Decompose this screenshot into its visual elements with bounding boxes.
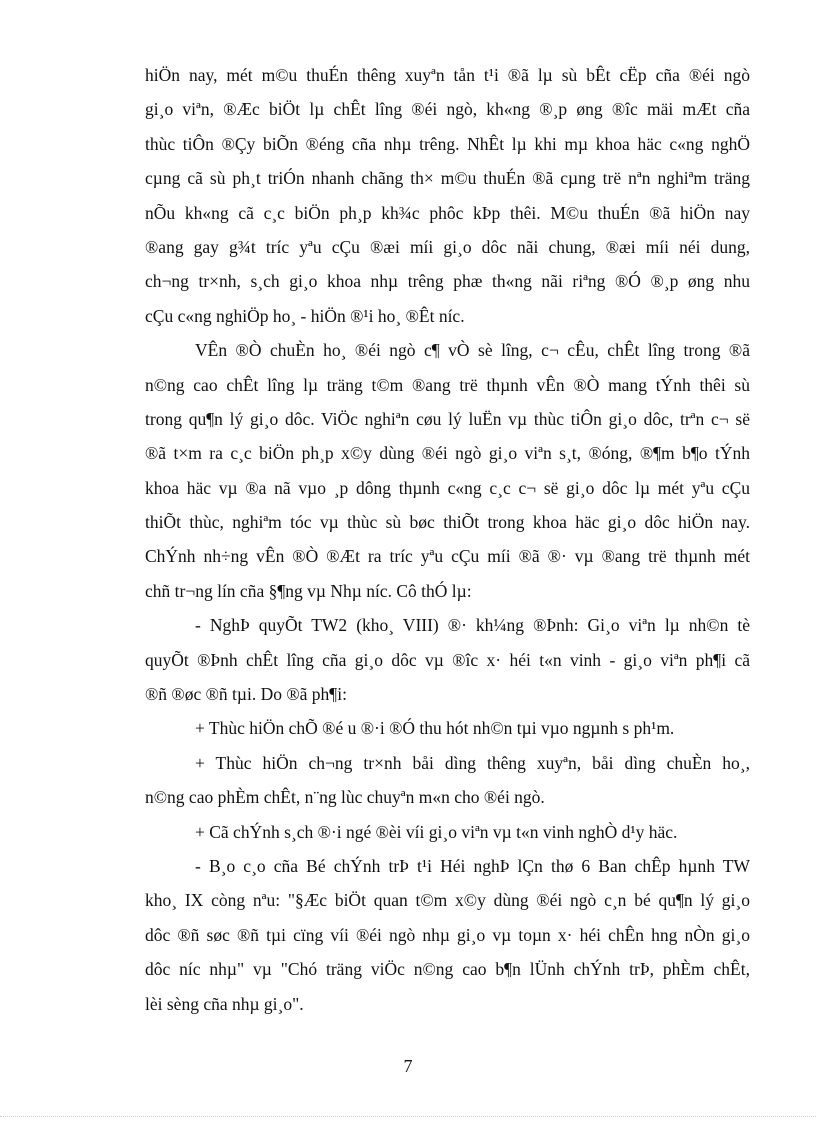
text-line: - B¸o c¸o cña Bé chÝnh trÞ t¹i Héi nghÞ lÇn thø 6 Ban chÊp hµnh TW: [195, 855, 750, 876]
text-line: nÕu kh«ng cã c¸c biÖn ph¸p kh¾c phôc kÞp thêi. M©u thuÉn ®ã hiÖn nay: [145, 202, 750, 223]
text-line: ChÝnh nh÷ng vÊn ®Ò ®Æt ra tríc yªu cÇu míi ®ã ®· vµ ®ang trë thµnh mét: [145, 546, 750, 567]
text-line: thùc tiÔn ®Çy biÕn ®éng cña nhµ trêng. NhÊt lµ khi mµ khoa häc c«ng nghÖ: [145, 133, 750, 154]
text-line: ch¬ng tr×nh, s¸ch gi¸o khoa nhµ trêng phæ th«ng nãi riªng ®Ó ®¸p øng nhu: [145, 271, 750, 292]
text-line: hiÖn nay, mét m©u thuÉn thêng xuyªn tån t¹i ®ã lµ sù bÊt cËp cña ®éi ngò: [145, 65, 750, 85]
text-line: quyÕt ®Þnh chÊt lîng cña gi¸o dôc vµ ®îc x· héi t«n vinh - gi¸o viªn ph¶i cã: [145, 649, 750, 670]
text-line: ®ã t×m ra c¸c biÖn ph¸p x©y dùng ®éi ngò gi¸o viªn s¸t, ®óng, ®¶m b¶o tÝnh: [145, 443, 750, 464]
text-line: cÇu c«ng nghiÖp ho¸ - hiÖn ®¹i ho¸ ®Êt níc.: [145, 305, 465, 326]
text-line: ®ang gay g¾t tríc yªu cÇu ®æi míi gi¸o dôc nãi chung, ®æi míi néi dung,: [145, 236, 750, 257]
text-line: VÊn ®Ò chuÈn ho¸ ®éi ngò c¶ vÒ sè lîng, c¬ cÊu, chÊt lîng trong ®ã: [195, 340, 750, 361]
text-line: n©ng cao phÈm chÊt, n¨ng lùc chuyªn m«n cho ®éi ngò.: [145, 787, 545, 808]
text-line: + Thùc hiÖn ch¬ng tr×nh båi dìng thêng xuyªn, båi dìng chuÈn ho¸,: [195, 752, 750, 773]
text-line: lèi sèng cña nhµ gi¸o".: [145, 993, 304, 1014]
text-line: chñ tr¬ng lín cña §¶ng vµ Nhµ níc. Cô thÓ lµ:: [145, 580, 472, 601]
text-line: + Cã chÝnh s¸ch ®·i ngé ®èi víi gi¸o viªn vµ t«n vinh nghÒ d¹y häc.: [195, 821, 678, 842]
text-line: ®ñ ®øc ®ñ tµi. Do ®ã ph¶i:: [145, 684, 347, 705]
text-line: thiÕt thùc, nghiªm tóc vµ thùc sù bøc thiÕt trong khoa häc gi¸o dôc hiÖn nay.: [145, 512, 750, 533]
text-line: kho¸ IX còng nªu: "§Æc biÖt quan t©m x©y dùng ®éi ngò c¸n bé qu¶n lý gi¸o: [145, 890, 750, 911]
text-line: gi¸o viªn, ®Æc biÖt lµ chÊt lîng ®éi ngò, kh«ng ®¸p øng ®îc mäi mÆt cña: [145, 99, 750, 120]
text-line: n©ng cao chÊt lîng lµ träng t©m ®ang trë thµnh vÊn ®Ò mang tÝnh thêi sù: [145, 374, 750, 395]
page-number: 7: [403, 1056, 413, 1076]
text-line: khoa häc vµ ®a nã vµo ¸p dông thµnh c«ng c¸c c¬ së gi¸o dôc lµ mét yªu cÇu: [145, 477, 750, 498]
body-text: [145, 58, 750, 1021]
text-line: + Thùc hiÖn chÕ ®é u ®·i ®Ó thu hót nh©n tµi vµo ngµnh s ph¹m.: [195, 718, 675, 739]
text-line: dôc níc nhµ" vµ "Chó träng viÖc n©ng cao b¶n lÜnh chÝnh trÞ, phÈm chÊt,: [145, 959, 750, 980]
page-bottom-divider: [0, 1116, 816, 1117]
text-line: trong qu¶n lý gi¸o dôc. ViÖc nghiªn cøu lý luËn vµ thùc tiÔn gi¸o dôc, trªn c¬ së: [145, 408, 750, 429]
text-line: dôc ®ñ søc ®ñ tµi cïng víi ®éi ngò nhµ gi¸o vµ toµn x· héi chÊn hng nÒn gi¸o: [145, 924, 750, 945]
text-line: cµng cã sù ph¸t triÓn nhanh chãng th× m©u thuÉn ®ã cµng trë nªn nghiªm träng: [145, 168, 750, 189]
text-line: - NghÞ quyÕt TW2 (kho¸ VIII) ®· kh¼ng ®Þnh: Gi¸o viªn lµ nh©n tè: [195, 615, 750, 636]
